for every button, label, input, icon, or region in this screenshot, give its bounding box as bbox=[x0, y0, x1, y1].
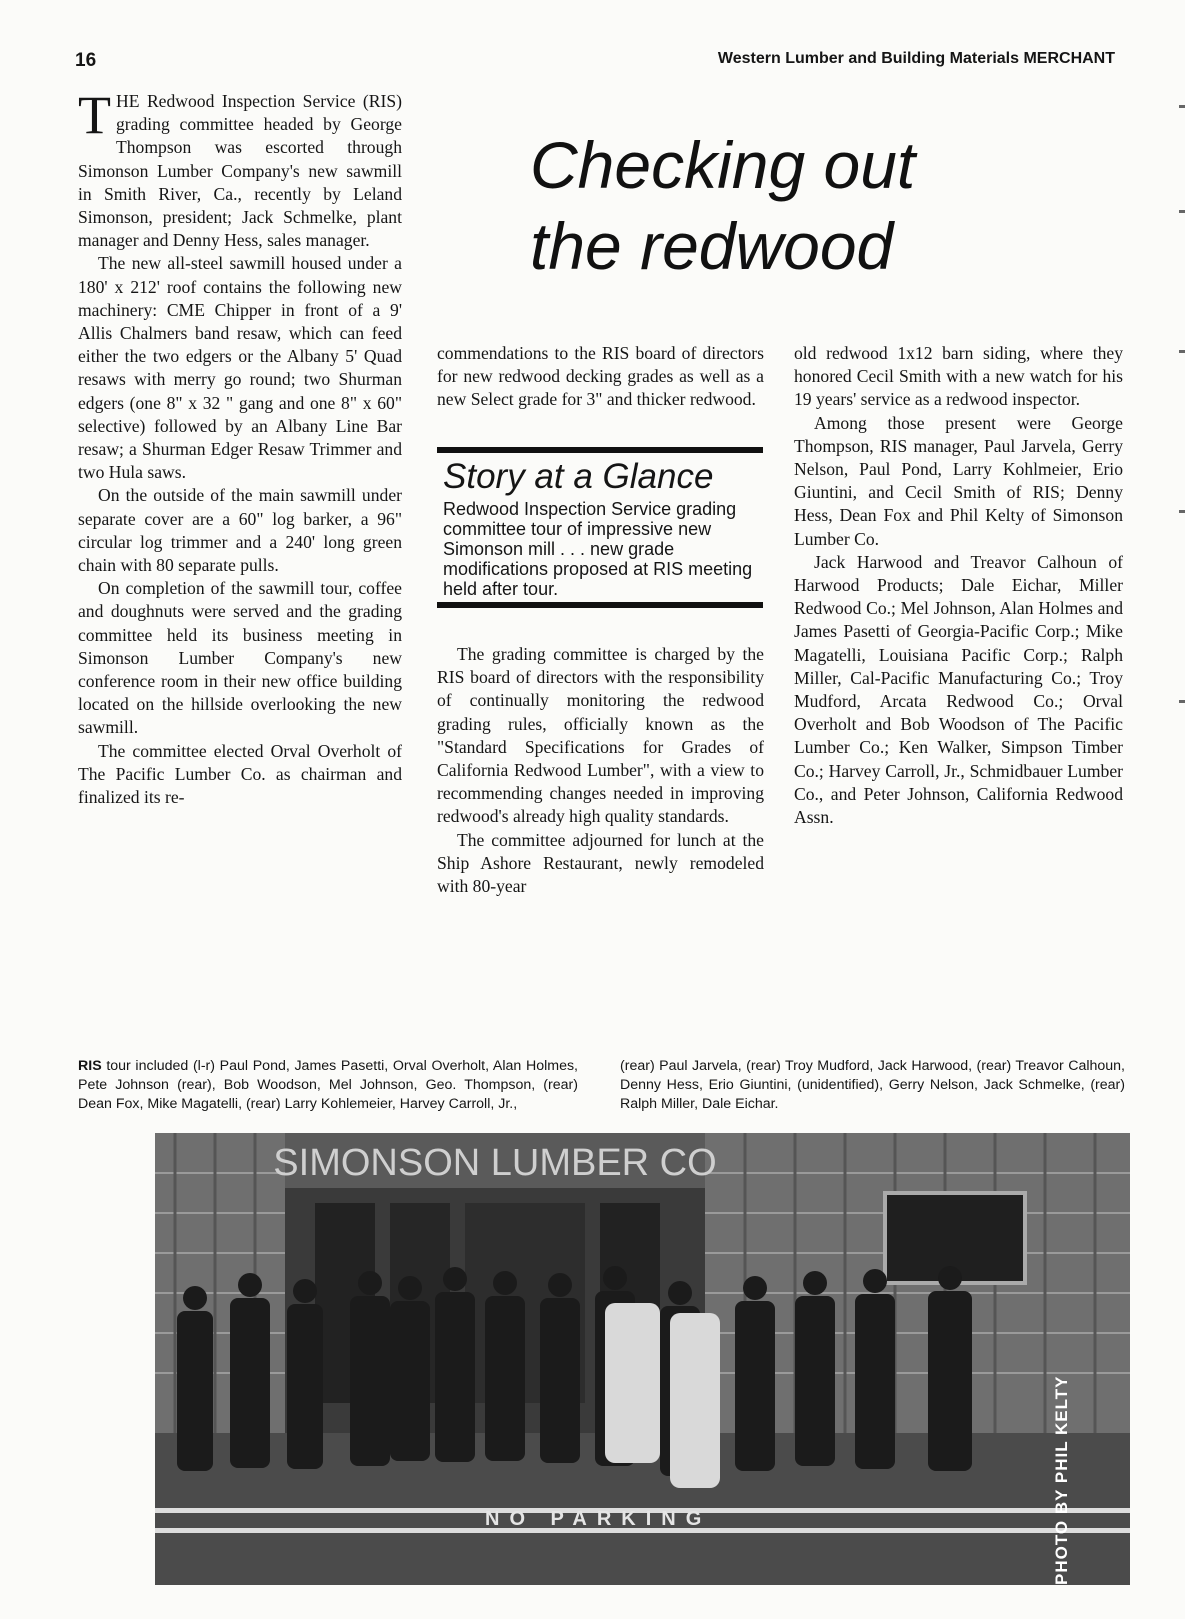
article-column-2-continued bbox=[437, 643, 764, 898]
article-paragraph: THE Redwood Inspection Service (RIS) grading committee headed by George Thompson was escorted through Simonson Lumber Company's new sawmill in Smith River, Ca., recently by Leland Simonson, president; Jack Schmelke, plant manager and Denny Hess, sales manager. bbox=[78, 85, 402, 251]
article-column-2 bbox=[437, 342, 764, 412]
article-paragraph: commendations to the RIS board of directors for new redwood decking grades as well as a new Select grade for 3" and thicker redwood. bbox=[437, 343, 764, 410]
headline-line-1: Checking out bbox=[530, 128, 916, 202]
group-photo bbox=[155, 1133, 1130, 1585]
scan-edge-mark bbox=[1179, 105, 1185, 108]
group-photo-illustration bbox=[155, 1133, 1130, 1585]
pavement-marking: NO PARKING bbox=[485, 1508, 712, 1530]
article-paragraph: Among those present were George Thompson, RIS manager, Paul Jarvela, Gerry Nelson, Paul Pond, Larry Kohlmeier, Erio Giuntini, and Cecil Smith of RIS; Denny Hess, Dean Fox and Phil Kelty of Simonson Lumber Co. bbox=[794, 412, 1123, 549]
article-paragraph: On the outside of the main sawmill under separate cover are a 60" log barker, a 96" circular log trimmer and a 240' long green chain with 80 separate pulls. bbox=[78, 485, 402, 576]
photo-caption-left: RIS tour included (l-r) Paul Pond, James Pasetti, Orval Overholt, Alan Holmes, Pete Johnson (rear), Bob Woodson, Mel Johnson, Geo. Thompson, (rear) Dean Fox, Mike Magatelli, (rear) Larry Kohlemeier, Harvey Carroll, Jr., bbox=[78, 1058, 578, 1112]
page-number: 16 bbox=[75, 50, 97, 71]
building-sign: SIMONSON LUMBER CO bbox=[273, 1142, 717, 1184]
scan-edge-mark bbox=[1179, 210, 1185, 213]
scan-edge-mark bbox=[1179, 700, 1185, 703]
glance-title: Story at a Glance bbox=[443, 457, 714, 496]
article-column-3 bbox=[794, 342, 1123, 829]
article-paragraph: The committee adjourned for lunch at the Ship Ashore Restaurant, newly remodeled with 80-year bbox=[437, 829, 764, 897]
article-paragraph: On completion of the sawmill tour, coffee and doughnuts were served and the grading committee held its business meeting in Simonson Lumber Company's new conference room in their new office building located on the hillside overlooking the new sawmill. bbox=[78, 578, 402, 738]
headline-line-2: the redwood bbox=[530, 208, 894, 283]
story-at-a-glance-box bbox=[437, 447, 763, 608]
headline bbox=[530, 125, 1090, 286]
article-column-1 bbox=[78, 85, 402, 809]
photo-caption-right: (rear) Paul Jarvela, (rear) Troy Mudford, Jack Harwood, (rear) Treavor Calhoun, Denny Hess, Erio Giuntini, (unidentified), Gerry Nelson, Jack Schmelke, (rear) Ralph Miller, Dale Eichar. bbox=[620, 1058, 1125, 1112]
article-paragraph: Jack Harwood and Treavor Calhoun of Harwood Products; Dale Eichar, Miller Redwood Co.; Mel Johnson, Alan Holmes and James Pasetti of Georgia-Pacific Corp.; Mike Magatelli, Louisiana Pacific Corp.; Ralph Miller, Cal-Pacific Manufacturing Co.; Troy Mudford, Arcata Redwood Co.; Orval Overholt and Bob Woodson of The Pacific Lumber Co.; Ken Walker, Simpson Timber Co.; Harvey Carroll, Jr., Schmidbauer Lumber Co., and Peter Johnson, California Redwood Assn. bbox=[794, 551, 1123, 828]
article-paragraph: The grading committee is charged by the RIS board of directors with the responsibility of continually monitoring the redwood grading rules, officially known as the "Standard Specifications for Grades of California Redwood Lumber", with a view to recommending changes needed in improving redwood's already high quality standards. bbox=[437, 644, 764, 827]
photo-credit: PHOTO BY PHIL KELTY bbox=[1052, 1375, 1071, 1585]
caption-lead: RIS bbox=[78, 1058, 102, 1074]
article-paragraph: old redwood 1x12 barn siding, where they honored Cecil Smith with a new watch for his 19 years' service as a redwood inspector. bbox=[794, 343, 1123, 410]
scan-edge-mark bbox=[1179, 510, 1185, 513]
article-paragraph: The committee elected Orval Overholt of The Pacific Lumber Co. as chairman and finalized its re- bbox=[78, 740, 402, 808]
publication-title: Western Lumber and Building Materials MERCHANT bbox=[717, 50, 1115, 67]
drop-cap: T bbox=[78, 85, 111, 145]
glance-body: Redwood Inspection Service grading committee tour of impressive new Simonson mill . . . new grade modifications proposed at RIS meeting held after tour. bbox=[443, 499, 753, 599]
scan-edge-mark bbox=[1179, 350, 1185, 353]
article-paragraph: The new all-steel sawmill housed under a 180' x 212' roof contains the following new machinery: CME Chipper in front of a 9' Allis Chalmers band resaw, which can feed either the two edgers or the Albany 5' Quad resaws with merry go round; two Shurman edgers (one 8" x 32 " gang and one 8" x 60" selective) followed by an Albany Line Bar resaw; a Shurman Edger Resaw Trimmer and two Hula saws. bbox=[78, 253, 402, 483]
